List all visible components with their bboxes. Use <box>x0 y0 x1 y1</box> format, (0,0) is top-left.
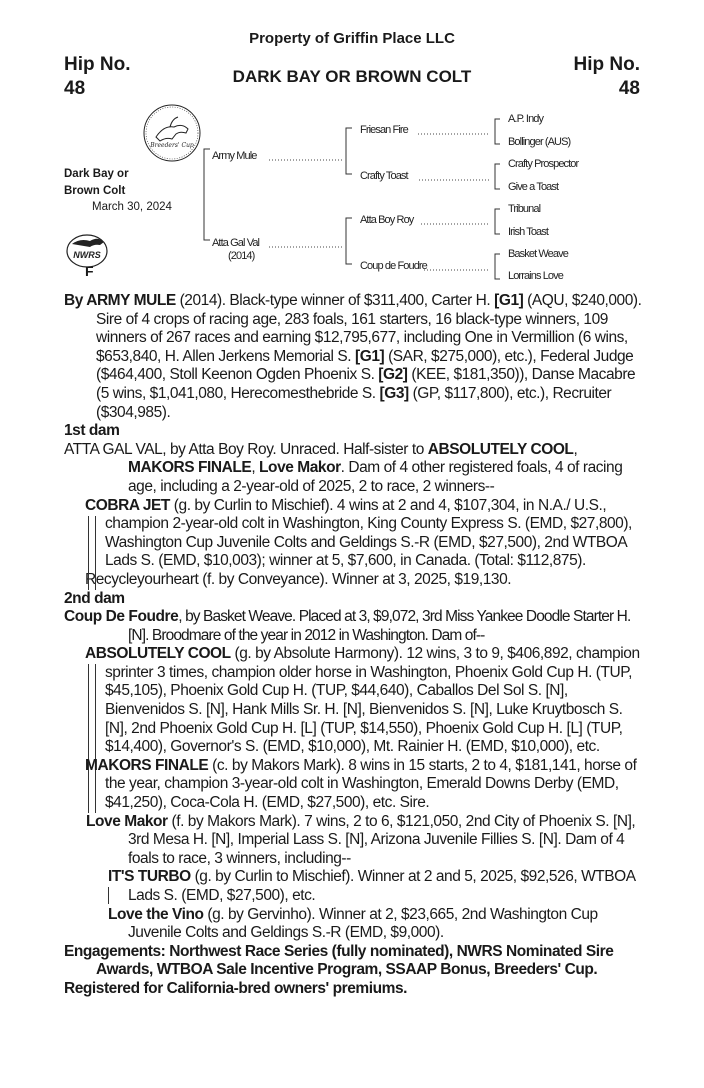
pedigree-ggen: Bollinger (AUS) <box>508 136 571 148</box>
pedigree-ggen: Give a Toast <box>508 181 559 193</box>
sire-paragraph: By ARMY MULE (2014). Black-type winner of $311,400, Carter H. [G1] (AQU, $240,000). Sire of 4 crops of racing age, 283 foals, 161 starters, 16 black-type winners, 109 winners of 267 races and earning $12,795,677, including One in Vermillion (6 wins, $653,840, H. Allen Jerkens Memorial S. [G1] (SAR, $275,000), etc.), Federal Judge ($464,400, Stoll Keenon Ogden Phoenix S. [G2] (KEE, $181,350)), Danse Macabre (5 wins, $1,041,080, Herecomesthebride S. [G3] (GP, $117,800), etc.), Recruiter ($304,985). <box>64 292 642 421</box>
pedigree-sire-sire: Friesan Fire <box>360 124 408 136</box>
produce-record: Love the Vino (g. by Gervinho). Winner at 2, $23,665, 2nd Washington Cup Juvenile Colts and Geldings S.-R (EMD, $9,000). <box>108 905 598 942</box>
page-title: DARK BAY OR BROWN COLT <box>232 67 472 86</box>
pedigree-dam: Atta Gal Val <box>212 237 260 249</box>
pedigree-dam-year: (2014) <box>228 250 255 262</box>
produce-record: ABSOLUTELY COOL (g. by Absolute Harmony). 12 wins, 3 to 9, $406,892, champion sprinter 3 times, champion older horse in Washington, Phoenix Gold Cup H. (TUP, $45,105), Phoenix Gold Cup H. (TUP, $44,640), Caballos Del Sol S. [N], Bienvenidos S. [N], Hank Mills Sr. H. [N], Bienvenidos S. [N], Luke Kruytbosch S. [N], 2nd Phoenix Gold Cup H. [L] (TUP, $14,550), Phoenix Gold Cup H. [L] (TUP, $14,400), Governor's S. (EMD, $10,000), Mt. Rainier H. (EMD, $10,000), etc. <box>64 645 644 757</box>
pedigree-dam-dam: Coup de Foudre <box>360 260 427 272</box>
pedigree-ggen: Tribunal <box>508 203 541 215</box>
first-dam-paragraph: ATTA GAL VAL, by Atta Boy Roy. Unraced. Half-sister to ABSOLUTELY COOL, MAKORS FINALE, Love Makor. Dam of 4 other registered foals, 4 of racing age, including a 2-year-old of 2025, 2 to race, 2 winners-- <box>64 440 623 495</box>
second-dam-heading: 2nd dam <box>64 589 125 607</box>
horse-color: Dark Bay or Brown Colt <box>64 168 129 197</box>
pedigree-dam-sire: Atta Boy Roy <box>360 214 414 226</box>
svg-text:Breeders' Cup: Breeders' Cup <box>150 142 194 149</box>
first-dam-heading: 1st dam <box>64 422 120 440</box>
produce-record: Love Makor (f. by Makors Mark). 7 wins, 2 to 6, $121,050, 2nd City of Phoenix S. [N], 3rd Mesa H. [N], Imperial Lass S. [N], Arizona Juvenile Fillies S. [N]. Dam of 4 foals to race, 3 winners, including-- <box>86 812 636 867</box>
produce-record: COBRA JET (g. by Curlin to Mischief). 4 wins at 2 and 4, $107,304, in N.A./ U.S., champion 2-year-old colt in Washington, King County Express S. (EMD, $27,800), Washington Cup Juvenile Colts and Geldings S.-R (EMD, $27,500), 2nd WTBOA Lads S. (EMD, $10,003); winner at 5, $7,600, in Canada. (Total: $112,875). <box>64 497 644 571</box>
pedigree-ggen: Basket Weave <box>508 248 568 260</box>
foaling-date: March 30, 2024 <box>92 201 172 213</box>
catalog-body <box>64 292 644 999</box>
pedigree-ggen: Lorrains Love <box>508 270 563 282</box>
registration-note: Registered for California-bred owners' premiums. <box>64 979 407 997</box>
hip-label: Hip No. <box>573 54 640 75</box>
engagements: Engagements: Northwest Race Series (fully nominated), NWRS Nominated Sire Awards, WTBOA Sale Incentive Program, SSAAP Bonus, Breeders' Cup. <box>64 942 614 979</box>
second-dam-paragraph: Coup De Foudre, by Basket Weave. Placed at 3, $9,072, 3rd Miss Yankee Doodle Starter H. [N]. Broodmare of the year in 2012 in Washington. Dam of-- <box>64 608 631 644</box>
black-type-bars <box>88 516 96 590</box>
hip-label: Hip No. <box>64 54 131 75</box>
pedigree-sire: Army Mule <box>212 150 257 162</box>
black-type-bars <box>88 776 96 813</box>
produce-record: Recycleyourheart (f. by Conveyance). Winner at 3, 2025, $19,130. <box>85 570 512 588</box>
produce-record: IT'S TURBO (g. by Curlin to Mischief). Winner at 2 and 5, 2025, $92,526, WTBOA Lads S. (EMD, $27,500), etc. <box>108 868 635 904</box>
svg-text:NWRS: NWRS <box>73 250 101 260</box>
pedigree-ggen: A.P. Indy <box>508 113 544 125</box>
pedigree-chart <box>0 0 704 300</box>
pedigree-sire-dam: Crafty Toast <box>360 170 408 182</box>
pedigree-ggen: Irish Toast <box>508 226 549 238</box>
hip-value: 48 <box>64 78 86 99</box>
hip-value: 48 <box>618 78 640 99</box>
produce-record: MAKORS FINALE (c. by Makors Mark). 8 wins in 15 starts, 2 to 4, $181,141, horse of the year, champion 3-year-old colt in Washington, Emerald Downs Derby (EMD, $41,250), Coca-Cola H. (EMD, $27,500), etc. Sire. <box>85 756 637 812</box>
pedigree-ggen: Crafty Prospector <box>508 158 579 170</box>
black-type-bar <box>108 887 109 904</box>
property-line: Property of Griffin Place LLC <box>249 30 455 47</box>
nwrs-f-mark: F <box>85 263 94 279</box>
